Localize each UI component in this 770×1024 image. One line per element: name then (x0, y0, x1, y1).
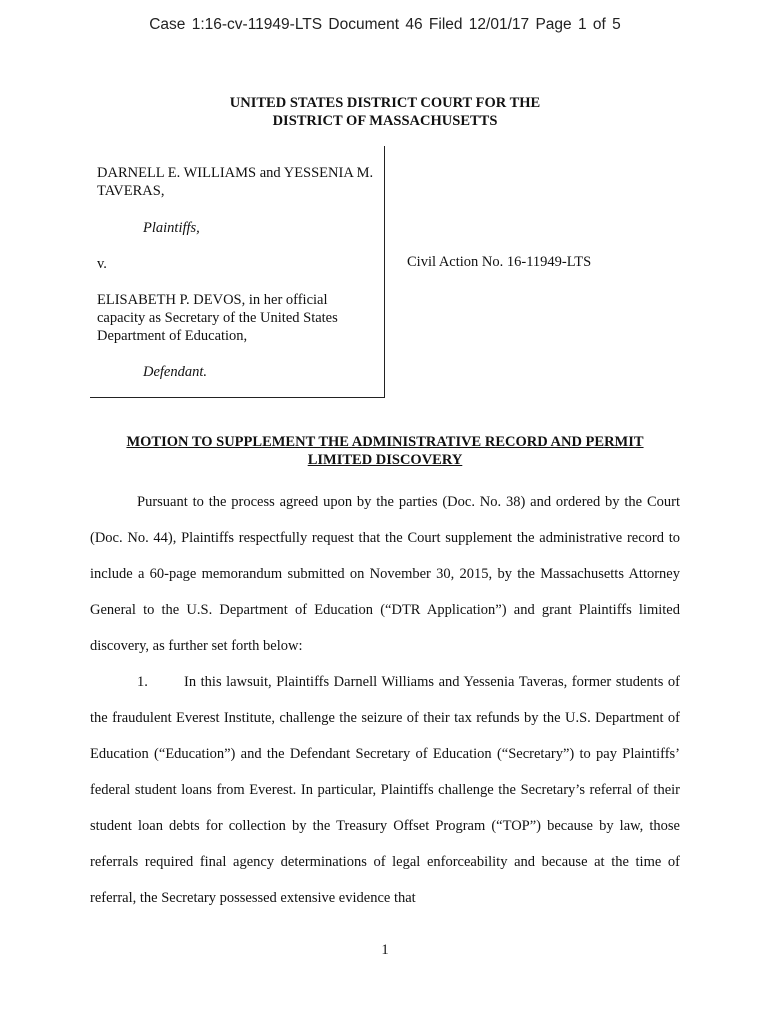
intro-paragraph: Pursuant to the process agreed upon by the parties (Doc. No. 38) and ordered by the Court (Doc. No. 44), Plaintiffs respectfully request that the Court supplement the administrative record to include a 60-page memorandum submitted on November 30, 2015, by the Massachusetts Attorney General to the U.S. Department of Education (“DTR Application”) and grant Plaintiffs limited discovery, as further set forth below: (90, 494, 680, 654)
motion-body (90, 484, 680, 916)
motion-title (0, 433, 770, 469)
caption-horizontal-rule (90, 397, 385, 398)
page-number: 1 (381, 942, 389, 958)
defendant-name: ELISABETH P. DEVOS, in her official capacity as Secretary of the United States Department of Education, (97, 292, 338, 344)
motion-title-line-2: LIMITED DISCOVERY (307, 452, 463, 468)
court-heading (0, 94, 770, 130)
paragraph-number: 1. (137, 674, 148, 690)
numbered-paragraph-1 (90, 664, 680, 916)
motion-title-line-1: MOTION TO SUPPLEMENT THE ADMINISTRATIVE RECORD AND PERMIT (126, 434, 644, 450)
paragraph-1-text: In this lawsuit, Plaintiffs Darnell Williams and Yessenia Taveras, former students of the fraudulent Everest Institute, challenge the seizure of their tax refunds by the U.S. Department of Education (“Education”) and the Defendant Secretary of Education (“Secretary”) to pay Plaintiffs’ federal student loans from Everest. In particular, Plaintiffs challenge the Secretary’s referral of their student loan debts for collection by the Treasury Offset Program (“TOP”) because by law, those referrals required final agency determinations of legal enforceability and because at the time of referral, the Secretary possessed extensive evidence that (90, 674, 680, 906)
caption-vertical-rule (384, 146, 385, 398)
court-name-line-1: UNITED STATES DISTRICT COURT FOR THE (229, 95, 541, 111)
defendant-role: Defendant. (143, 364, 208, 380)
plaintiffs-role: Plaintiffs, (143, 220, 200, 236)
case-caption-parties (97, 164, 377, 381)
ecf-filing-header: Case 1:16-cv-11949-LTS Document 46 Filed 12/01/17 Page 1 of 5 (149, 16, 621, 33)
versus-label: v. (97, 256, 107, 272)
court-name-line-2: DISTRICT OF MASSACHUSETTS (272, 113, 498, 129)
plaintiffs-names: DARNELL E. WILLIAMS and YESSENIA M. TAVERAS, (97, 165, 374, 199)
civil-action-number: Civil Action No. 16-11949-LTS (407, 254, 592, 270)
